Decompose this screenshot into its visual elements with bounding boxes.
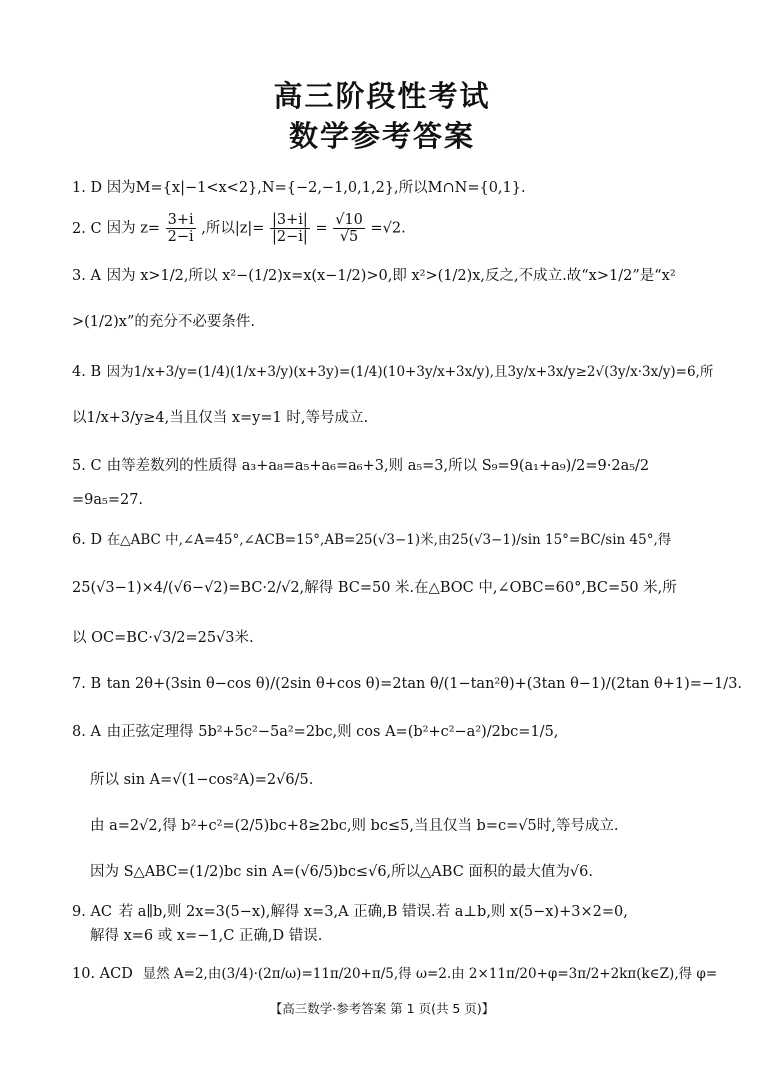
answer-9-cont: 解得 x=6 或 x=−1,C 正确,D 错误. [90, 928, 323, 944]
answer-10 [72, 964, 718, 984]
answer-4 [72, 362, 714, 382]
answer-3-cont: >(1/2)x”的充分不必要条件. [72, 314, 255, 330]
answer-6-cont: 25(√3−1)×4/(√6−√2)=BC·2/√2,解得 BC=50 米.在△BOC 中,∠OBC=60°,BC=50 米,所 [72, 580, 677, 596]
answer-5-cont: =9a₅=27. [72, 492, 144, 508]
numerator: 3+i [167, 212, 194, 228]
denominator: |2−i| [272, 229, 308, 245]
answer-4-cont: 以1/x+3/y≥4,当且仅当 x=y=1 时,等号成立. [72, 410, 369, 426]
numerator: |3+i| [272, 212, 308, 228]
answer-8-cont3: 因为 S△ABC=(1/2)bc sin A=(√6/5)bc≤√6,所以△ABC 面积的最大值为√6. [90, 864, 593, 880]
answer-1 [72, 178, 697, 198]
answer-text: 由正弦定理得 5b²+5c²−5a²=2bc,则 cos A=(b²+c²−a²)/2bc=1/5, [106, 724, 559, 740]
answer-8-cont: 所以 sin A=√(1−cos²A)=2√6/5. [90, 772, 314, 788]
answer-text: 在△ABC 中,∠A=45°,∠ACB=15°,AB=25(√3−1)米,由25(√3−1)/sin 15°=BC/sin 45°,得 [106, 532, 672, 548]
answer-title: 数学参考答案 [288, 119, 475, 153]
answer-number: 7. B [72, 676, 102, 692]
answer-text: 因为M={x|−1<x<2},N={−2,−1,0,1,2},所以M∩N={0,1}. [106, 180, 526, 196]
answer-9 [72, 902, 697, 922]
fraction [270, 212, 310, 245]
fraction [333, 212, 365, 245]
answer-number: 4. B [72, 364, 102, 380]
answer-number: 3. A [72, 268, 101, 284]
answer-number: 10. ACD [72, 966, 133, 982]
answer-text: 因为 x>1/2,所以 x²−(1/2)x=x(x−1/2)>0,即 x²>(1/2)x,反之,不成立.故“x>1/2”是“x² [106, 268, 676, 284]
answer-5 [72, 456, 697, 476]
page-footer: 【高三数学·参考答案 第 1 页(共 5 页)】 [269, 1001, 495, 1016]
answer-text: =√2. [370, 220, 406, 237]
answer-3 [72, 266, 697, 286]
answer-6-cont2: 以 OC=BC·√3/2=25√3米. [72, 630, 254, 646]
answer-text: tan 2θ+(3sin θ−cos θ)/(2sin θ+cos θ)=2tan θ/(1−tan²θ)+(3tan θ−1)/(2tan θ+1)=−1/3. [106, 676, 743, 692]
answer-number: 5. C [72, 458, 102, 474]
answer-2 [72, 212, 697, 245]
answer-7 [72, 674, 743, 694]
fraction [166, 212, 196, 245]
answer-number: 6. D [72, 532, 103, 548]
answer-number: 8. A [72, 724, 101, 740]
answer-number: 2. C [72, 220, 102, 237]
answer-6 [72, 530, 697, 550]
answer-text: ,所以|z|= [201, 220, 265, 237]
numerator: √10 [335, 212, 363, 228]
answer-text: = [315, 220, 328, 237]
answer-text: 因为 z= [106, 220, 161, 237]
denominator: √5 [333, 228, 365, 245]
answer-8 [72, 722, 697, 742]
answer-text: 显然 A=2,由(3/4)·(2π/ω)=11π/20+π/5,得 ω=2.由 2×11π/20+φ=3π/2+2kπ(k∈Z),得 φ= [142, 966, 718, 982]
answer-text: 若 a∥b,则 2x=3(5−x),解得 x=3,A 正确,B 错误.若 a⊥b,则 x(5−x)+3×2=0, [118, 904, 628, 920]
answer-number: 9. AC [72, 904, 113, 920]
denominator: 2−i [167, 229, 194, 245]
answer-8-cont2: 由 a=2√2,得 b²+c²=(2/5)bc+8≥2bc,则 bc≤5,当且仅当 b=c=√5时,等号成立. [90, 818, 619, 834]
answer-text: 由等差数列的性质得 a₃+a₈=a₅+a₆=a₆+3,则 a₅=3,所以 S₉=9(a₁+a₉)/2=9·2a₅/2 [106, 458, 650, 474]
answer-number: 1. D [72, 180, 103, 196]
answer-text: 因为1/x+3/y=(1/4)(1/x+3/y)(x+3y)=(1/4)(10+3y/x+3x/y),且3y/x+3x/y≥2√(3y/x·3x/y)=6,所 [106, 364, 714, 380]
exam-title: 高三阶段性考试 [273, 79, 491, 113]
